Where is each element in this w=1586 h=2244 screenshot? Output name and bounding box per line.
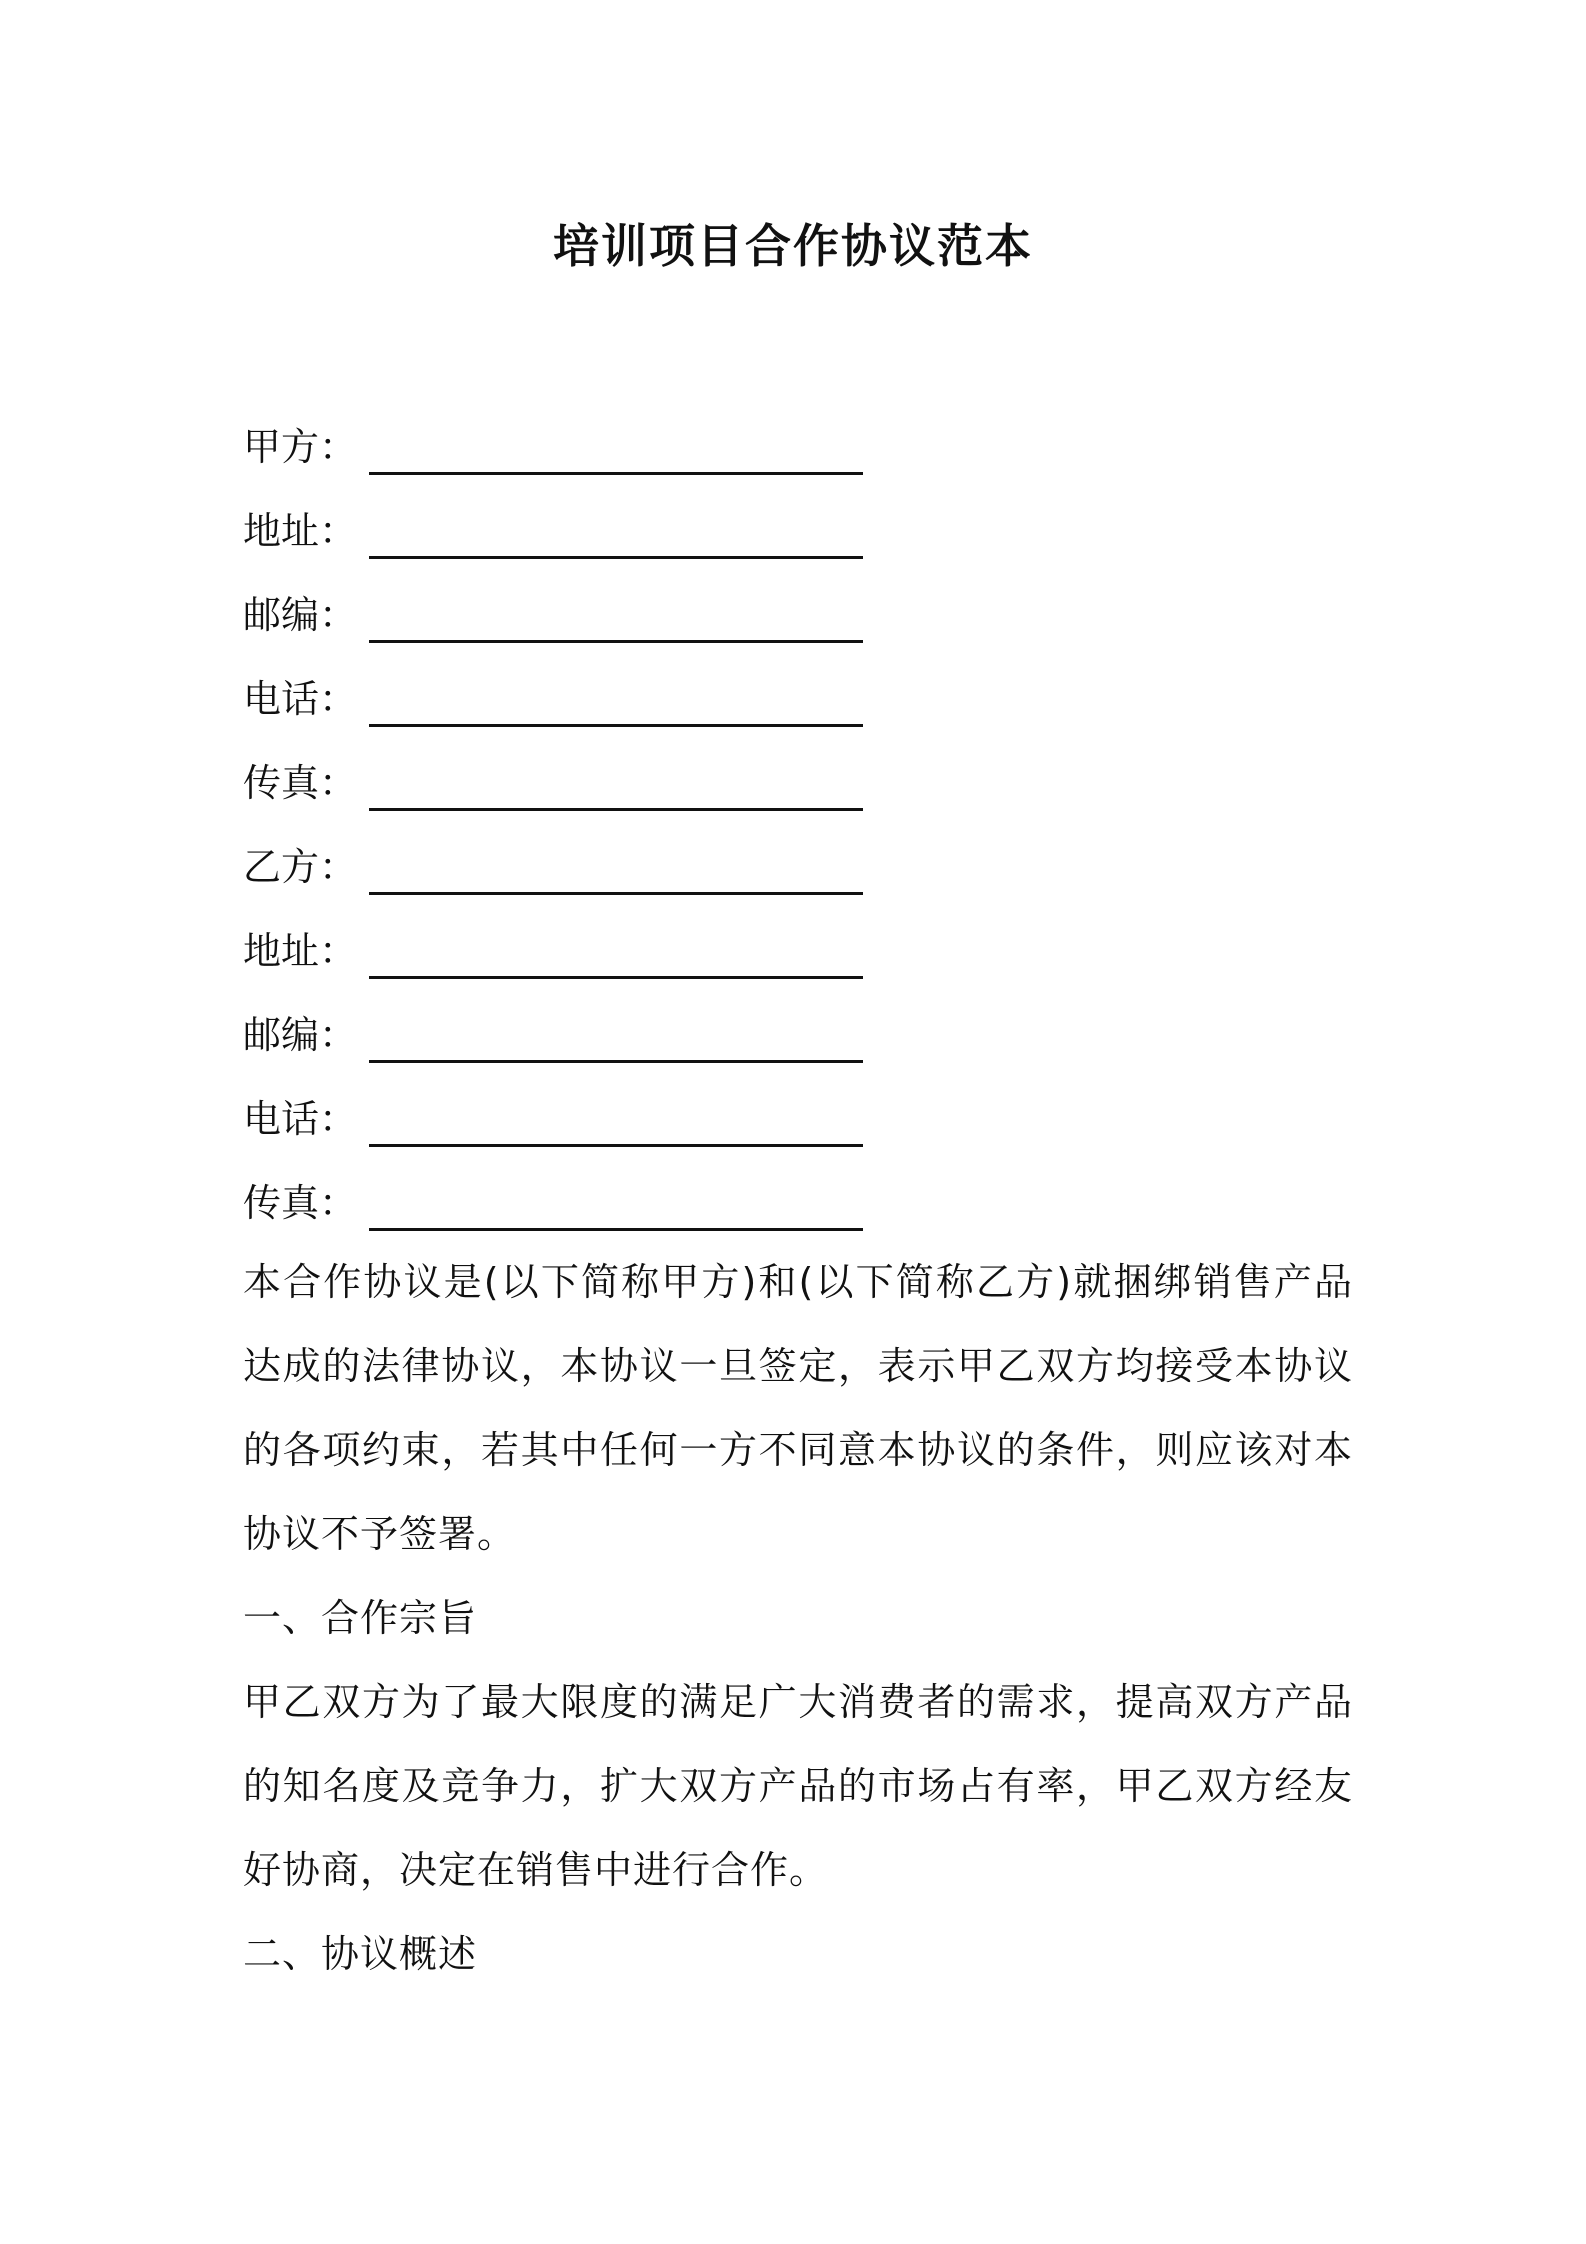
party-a-phone-field <box>243 657 1143 741</box>
purpose-paragraph: 甲乙双方为了最大限度的满足广大消费者的需求，提高双方产品的知名度及竞争力，扩大双方产品的市场占有率，甲乙双方经友好协商，决定在销售中进行合作。 <box>243 1680 1353 1892</box>
party-info-fields <box>243 405 1143 1245</box>
party-a-name-field <box>243 405 1143 489</box>
field-label: 地址： <box>243 929 358 973</box>
field-label: 邮编： <box>243 593 358 637</box>
blank-line <box>369 516 863 559</box>
agreement-body <box>243 1240 1353 1996</box>
field-label: 传真： <box>243 761 358 805</box>
party-b-name-field <box>243 825 1143 909</box>
section-heading-purpose: 一、合作宗旨 <box>243 1596 478 1640</box>
party-b-postcode-field <box>243 993 1143 1077</box>
blank-line <box>369 432 863 475</box>
blank-line <box>369 1104 863 1147</box>
party-b-fax-field <box>243 1161 1143 1245</box>
field-label: 邮编： <box>243 1013 358 1057</box>
section-heading-overview: 二、协议概述 <box>243 1932 478 1976</box>
field-label: 电话： <box>243 1097 358 1141</box>
document-title: 培训项目合作协议范本 <box>553 219 1033 273</box>
party-a-fax-field <box>243 741 1143 825</box>
blank-line <box>369 852 863 895</box>
field-label: 甲方： <box>243 425 358 469</box>
blank-line <box>369 936 863 979</box>
blank-line <box>369 1020 863 1063</box>
blank-line <box>369 768 863 811</box>
blank-line <box>369 1188 863 1231</box>
blank-line <box>369 600 863 643</box>
party-b-address-field <box>243 909 1143 993</box>
intro-paragraph: 本合作协议是(以下简称甲方)和(以下简称乙方)就捆绑销售产品达成的法律协议，本协议一旦签定，表示甲乙双方均接受本协议的各项约束，若其中任何一方不同意本协议的条件，则应该对本协议不予签署。 <box>243 1260 1353 1556</box>
field-label: 乙方： <box>243 845 358 889</box>
party-b-phone-field <box>243 1077 1143 1161</box>
field-label: 传真： <box>243 1181 358 1225</box>
field-label: 电话： <box>243 677 358 721</box>
blank-line <box>369 684 863 727</box>
party-a-address-field <box>243 489 1143 573</box>
party-a-postcode-field <box>243 573 1143 657</box>
field-label: 地址： <box>243 509 358 553</box>
